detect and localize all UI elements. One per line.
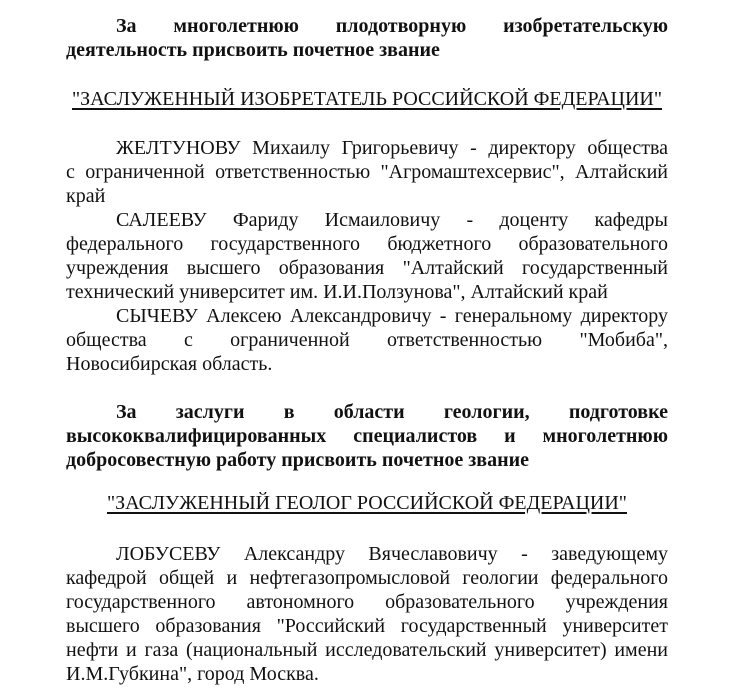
decree1-title-text: "ЗАСЛУЖЕННЫЙ ИЗОБРЕТАТЕЛЬ РОССИЙСКОЙ ФЕДЕРАЦИИ" <box>71 88 663 110</box>
decree2-person1-line-3: государственного автономного образовательного учреждения <box>66 591 668 613</box>
decree1-person3-line-3: Новосибирская область. <box>66 353 273 375</box>
decree1-person2-line-4: технический университет им. И.И.Ползунова", Алтайский край <box>66 281 608 303</box>
decree2-person1-line-6: И.М.Губкина", город Москва. <box>66 663 319 685</box>
decree2-person1-line-1: ЛОБУСЕВУ Александру Вячеславовичу - заведующему <box>116 543 668 565</box>
decree1-person1-line-1: ЖЕЛТУНОВУ Михаилу Григорьевичу - директору общества <box>116 137 668 159</box>
decree2-title-text: "ЗАСЛУЖЕННЫЙ ГЕОЛОГ РОССИЙСКОЙ ФЕДЕРАЦИИ" <box>107 492 627 514</box>
decree1-person2-line-1: САЛЕЕВУ Фариду Исмаиловичу - доценту кафедры <box>116 209 668 231</box>
decree1-person3-line-1: СЫЧЕВУ Алексею Александровичу - генеральному директору <box>116 305 668 327</box>
decree2-person1-line-5: нефти и газа (национальный исследовательский университет) имени <box>66 639 668 661</box>
decree1-person2-line-2: федерального государственного бюджетного образовательного <box>66 233 668 255</box>
decree2-person1-line-4: высшего образования "Российский государственный университет <box>66 615 668 637</box>
decree2-title <box>66 489 668 517</box>
decree2-heading-line-3: добросовестную работу присвоить почетное звание <box>66 449 529 471</box>
decree1-person2-line-3: учреждения высшего образования "Алтайский государственный <box>66 257 668 279</box>
decree1-heading-line-1: За многолетнюю плодотворную изобретательскую <box>116 15 668 37</box>
decree1-person1-line-2: с ограниченной ответственностью "Агромаштехсервис", Алтайский <box>66 161 668 183</box>
decree2-heading-line-1: За заслуги в области геологии, подготовке <box>116 401 668 423</box>
decree1-heading-line-2: деятельность присвоить почетное звание <box>66 39 440 61</box>
decree1-person1-line-3: край <box>66 185 106 207</box>
decree2-person1-line-2: кафедрой общей и нефтегазопромысловой геологии федерального <box>66 567 668 589</box>
decree1-title <box>66 85 668 113</box>
decree2-heading-line-2: высококвалифицированных специалистов и многолетнюю <box>66 425 668 447</box>
decree1-person3-line-2: общества с ограниченной ответственностью "Мобиба", <box>66 329 668 351</box>
